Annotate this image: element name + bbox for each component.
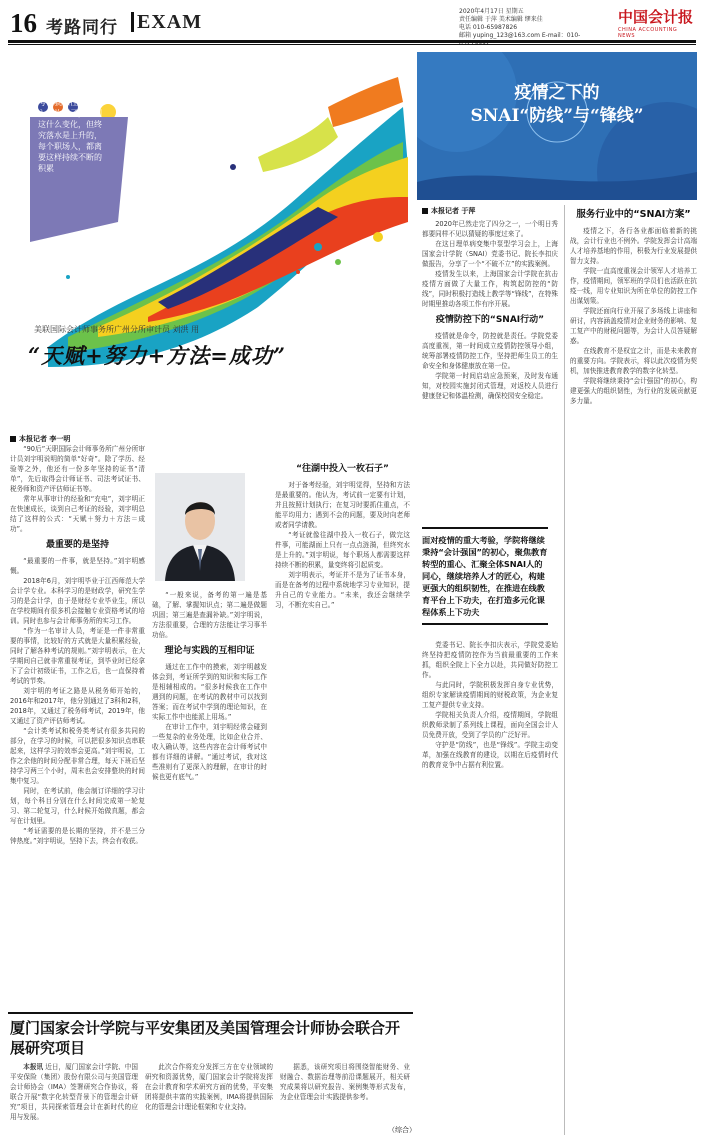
section-title-en: EXAM [131,12,202,32]
paragraph: 对于备考经验，刘宇明觉得，坚持和方法是最重要的。他认为，考试前一定要有计划，并且按照计划执行；在复习时要抓住重点，不能平均用力；遇到不会的问题，要及时向老师或者同学请教。 [275,481,410,529]
section-title: 考路同行 [46,18,118,38]
article-byline: 本报记者 于萍 [422,206,558,216]
section-heading: 理论与实践的互相印证 [164,646,255,656]
paragraph: 与此同时，学院积极发挥自身专业优势，组织专家解读疫情期间的财税政策，为企业复工复产提供专业支持。 [422,681,558,709]
paragraph: 疫情之下，各行各业都面临着新的挑战，会计行业也不例外。学院发挥会计高端人才培养基地的作用，积极为行业发展提供智力支持。 [570,227,697,265]
paragraph: 同时，在考试前，他会制订详细的学习计划，每个科目分别在什么时间完成第一轮复习、第二轮复习，什么时候开始做真题，都会写在计划里。 [10,787,145,825]
paragraph-text: 近日，厦门国家会计学院、中国平安保险（集团）股份有限公司与美国管理会计师协会（IMA）签署研究合作协议，将联合开展“数字化转型背景下的管理会计研究”项目，共同探索管理会计在新时代的应用与发展。 [10,1063,138,1121]
editor-line: 责任编辑 于萍 美术编辑 缪来佳 [459,16,543,23]
paragraph: 在审计工作中，刘宇明经常会碰到一些复杂的业务处理，比如企业合并、收入确认等，这些内容在会计师考试中都有详细的讲解。“通过考试，我对这些准则有了更深入的理解，在审计的时候也更有底气。” [152,723,267,781]
hero-quote: 考证就像往湖中投入一枚石子，做到这什么变化，但终究落水是上升的，每个职场人，都离要这样持续不断的积累 [38,98,102,173]
right-article-col-1-top [422,206,558,524]
paragraph: “考证就像往湖中投入一枚石子，做完这件事，可能湖面上只有一点点涟漪，但终究水是上升的。”刘宇明说，每个职场人都需要这样持续不断的积累，量变终将引起质变。 [275,531,410,569]
paragraph: 守护是“防线”，也是“锋线”。学院主动变革，加强在线教育的建设，以期在后疫情时代的教育竞争中占据有利位置。 [422,741,558,769]
paragraph: 在这日理单病变集中泵型学习会上，上海国家会计学院（SNAI）党委书记、院长李扣庆做报告，分享了一个“不破不立”的实践案例。 [422,240,558,268]
column-divider [564,205,565,1135]
paragraph: “作为一名审计人员，考证是一件非常重要的事情，比较好的方式就是大量积累经验，同时了解各种考试的规则。”刘宇明表示，在大学期间自己就非常重视考证，到毕业时已经拿下了会计初级证书，工作之后，也一直保持着考试的节奏。 [10,627,145,685]
bottom-article-col-2 [145,1062,273,1124]
section-heading: 服务行业中的“SNAI方案” [576,209,691,220]
continued-marker: （综合） [388,1126,416,1134]
section-heading: “往湖中投入一枚石子” [296,464,389,474]
page-number: 16 [10,8,37,38]
paragraph [10,1062,138,1122]
portrait-photo [155,473,245,581]
paragraph: “一般来说，备考的第一遍是基础，了解、掌握知识点；第二遍是做题巩固；第三遍是查漏补缺。”刘宇明说，方法很重要，合理的方法能让学习事半功倍。 [152,591,267,639]
paragraph: 2020年已然走完了四分之一，一个明日秀都要同样不见以猜疑的事度过来了。 [422,220,558,238]
header-rule [8,40,696,43]
hero-subtitle: 美联国际会计师事务所广州分所审计员 刘洪 用 [34,325,200,334]
news-tag: 本报讯 [23,1063,44,1071]
logo-en: CHINA ACCOUNTING NEWS [618,27,678,39]
banner-title-line-1: 疫情之下的 [514,83,600,103]
bottom-article-title: 厦门国家会计学院与平安集团及美国管理会计师协会联合开展研究项目 [10,1019,401,1057]
date-line: 2020年4月17日 星期五 [459,8,524,15]
paragraph: “最重要的一件事，就是坚持。”刘宇明感慨。 [10,557,145,575]
paragraph: 疫情发生以来，上海国家会计学院在抗击疫情方面做了大量工作，构筑起防控的“防线”，同时积极打造线上教学等“锋线”，在特殊时期里推动各项工作有序开展。 [422,270,558,308]
paragraph: 据悉，该研究项目将围绕智能财务、业财融合、数据治理等前沿课题展开，相关研究成果将以研究报告、案例集等形式发布，为企业管理会计实践提供参考。 [280,1063,410,1101]
banner-title-line-2: SNAI“防线”与“锋线” [470,106,644,126]
paragraph: 常年从事审计的经验和“充电”，刘宇明正在快速成长，谈到自己考证的经验，刘宇明总结了这样的公式：“天赋＋努力＋方法＝成功”。 [10,495,145,533]
pull-quote: 面对疫情的重大考验，学院将继续秉持“会计强国”的初心，聚焦教育转型的重心、汇聚全体SNAI人的同心，继续培养人才的匠心，构建更强大的组织韧性，在推进在线教育平台上下功夫，在打造多元化课程体系上下功夫 [422,527,548,625]
phone-line: 电话 010-65987826 [459,24,518,31]
left-article-col-1 [10,434,145,1004]
section-heading: 最重要的是坚持 [45,540,109,550]
paragraph: “会计类考试和税务类考试有很多共同的部分，在学习的时候，可以把很多知识点串联起来，这样学习的效率会更高。”刘宇明说，工作之余他的时间分配非常合理，每天下班后坚持学习两三个小时，周末也会安排整块的时间集中复习。 [10,727,145,785]
section-heading: 疫情防控下的“SNAI行动” [435,315,545,325]
banner-graphic [417,52,697,200]
article-byline: 本报记者 李一明 [10,434,145,444]
paragraph: 学院将继续秉持“会计强国”的初心，构建更强大的组织韧性，为行业的发展贡献更多力量。 [570,377,697,405]
right-article-col-1-bottom [422,640,558,1130]
paragraph: 党委书记、院长李扣庆表示，学院党委始终坚持把疫情防控作为当前最重要的工作来抓，组织全院上下全力以赴，共同做好防控工作。 [422,641,558,679]
bottom-article-col-3 [280,1062,410,1124]
paragraph: 2018年6月，刘宇明毕业于江西师范大学会计学专业。本科学习的是财政学，研究生学习的是会计学，由于是财经专业毕业生，所以在学校期间有很多机会接触专业资格考试的培训。同时也参与会计师事务所的实习工作。 [10,577,145,625]
hero-title: “天赋+努力+方法=成功” [28,343,286,368]
bottom-article-rule [8,1012,413,1014]
paragraph: 刘宇明表示，考证并不是为了证书本身，而是在备考的过程中系统地学习专业知识，提升自己的专业能力。“未来，我还会继续学习，不断充实自己。” [275,571,410,609]
paragraph: 学院相关负责人介绍，疫情期间，学院组织教师录制了系列线上课程，面向全国会计人员免费开放，受到了学员的广泛好评。 [422,711,558,739]
left-article-col-3 [275,434,410,1004]
paragraph: 疫情就是命令，防控就是责任。学院党委高度重视，第一时间成立疫情防控领导小组，统筹部署疫情防控工作，坚持把师生员工的生命安全和身体健康放在第一位。 [422,332,558,370]
paragraph: 通过在工作中的摸索，刘宇明越发体会到，考证所学到的知识和实际工作是相辅相成的。“很多时候我在工作中遇到的问题，在考试的教材中可以找到答案；而在考试中学到的理论知识，在实际工作中也能派上用场。” [152,663,267,721]
left-article-col-2 [152,590,267,1004]
paragraph: 此次合作将充分发挥三方在专业领域的研究和资源优势，厦门国家会计学院将发挥在会计教育和学术研究方面的优势，平安集团将提供丰富的实践案例，IMA将提供国际化的管理会计理论框架和专业支持。 [145,1063,273,1111]
person-portrait [155,473,245,581]
paragraph: 学院第一时间启动应急预案，及时发布通知，对校园实施封闭式管理，对返校人员进行健康登记和体温检测，确保校园安全稳定。 [422,372,558,400]
paragraph: “考证需要的是长期的坚持，并不是三分钟热度。”刘宇明说，坚持下去，终会有收获。 [10,827,145,845]
right-article-col-2 [570,206,697,1130]
paragraph: “90后”天职国际会计师事务所广州分所审计员刘宇明说明的简单“好奇”。除了学历、经验等之外，他还有一份多年坚持的证书“清单”，先后取得会计师证书、司法考试证书、税务师和资产评估师证书等。 [10,445,145,493]
paragraph: 刘宇明的考证之路是从税务师开始的，2016年和2017年，他分别通过了3科和2科，2018年，又通过了税务师考试，2019年，他又通过了资产评估师考试。 [10,687,145,725]
newspaper-logo [618,6,696,39]
right-banner-illustration [417,52,697,200]
paragraph: 学院还面向行业开展了多场线上讲座和研讨，内容涵盖疫情对企业财务的影响、复工复产中的财税问题等，为会计人员答疑解惑。 [570,307,697,345]
bottom-article-col-1 [10,1062,138,1124]
paragraph: 在线教育不是权宜之计，而是未来教育的重要方向。学院表示，将以此次疫情为契机，加快推进教育教学的数字化转型。 [570,347,697,375]
header-rule-thin [8,44,696,45]
logo-cn: 中国会计报 [618,8,694,26]
email-line: 邮箱 yuping_123@163.com E-mail：010- [459,32,581,39]
paragraph: 学院一直高度重视会计领军人才培养工作，疫情期间，领军班的学员们也活跃在抗疫一线，用专业知识为所在单位的防控工作出谋划策。 [570,267,697,305]
